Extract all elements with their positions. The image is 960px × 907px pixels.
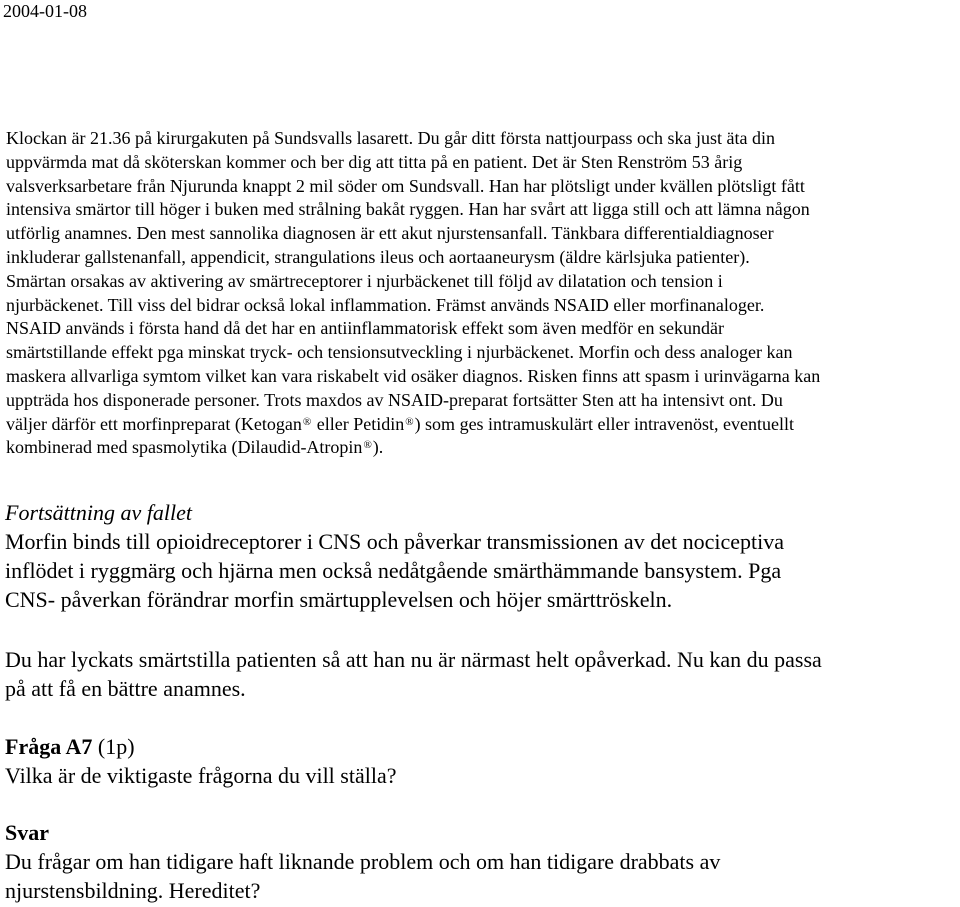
answer-text: Du frågar om han tidigare haft liknande problem och om han tidigare drabbats av njurstensbildning. Hereditet?	[5, 849, 721, 903]
question-text: Vilka är de viktigaste frågorna du vill ställa?	[5, 763, 397, 788]
case-intro-paragraph	[6, 127, 958, 460]
answer-section	[5, 818, 955, 905]
registered-trademark-icon: ®	[302, 415, 312, 428]
intro-text-1: Klockan är 21.36 på kirurgakuten på Sundsvalls lasarett. Du går ditt första nattjourpass och ska just äta din uppvärmda mat då sköterskan kommer och ber dig att titta på en patient. Det är Sten Renström 53 årig valsverksarbetare från Njurunda knappt 2 mil söder om Sundsvall. Han har plötsligt under kvällen plötsligt fått intensiva smärtor till höger i buken med strålning bakåt ryggen. Han har svårt att ligga still och att lämna någon utförlig anamnes. Den mest sannolika diagnosen är ett akut njurstensanfall. Tänkbara differentialdiagnoser inkluderar gallstenanfall, appendicit, strangulations ileus och aortaaneurysm (äldre kärlsjuka patienter). Smärtan orsakas av aktivering av smärtreceptorer i njurbäckenet till följd av dilatation och tension i njurbäckenet. Till viss del bidrar också lokal inflammation. Främst används NSAID eller morfinanaloger. NSAID används i första hand då det har en antiinflammatorisk effekt som även medför en sekundär smärtstillande effekt pga minskat tryck- och tensionsutveckling i njurbäckenet. Morfin och dess analoger kan maskera allvarliga symtom vilket kan vara riskabelt vid osäker diagnos. Risken finns att spasm i urinvägarna kan uppträda hos disponerade personer. Trots maxdos av NSAID-preparat fortsätter Sten att ha intensivt ont. Du väljer därför ett morfinpreparat (Ketogan	[6, 128, 821, 434]
fortsattning-section	[5, 498, 955, 614]
intro-text-2: eller Petidin	[312, 413, 405, 434]
page-date: 2004-01-08	[3, 1, 87, 21]
fortsattning-heading: Fortsättning av fallet	[5, 500, 192, 525]
registered-trademark-icon: ®	[363, 439, 372, 452]
answer-label: Svar	[5, 820, 49, 845]
fortsattning-text: Morfin binds till opioidreceptorer i CNS och påverkar transmissionen av det nociceptiva inflödet i ryggmärg och hjärna men också nedåtgående smärthämmande bansystem. Pga CNS- påverkan förändrar morfin smärtupplevelsen och höjer smärttröskeln.	[5, 529, 784, 612]
registered-trademark-icon: ®	[405, 415, 414, 428]
paragraph-smartstillning: Du har lyckats smärtstilla patienten så att han nu är närmast helt opåverkad. Nu kan du passa på att få en bättre anamnes.	[5, 647, 822, 701]
question-section	[5, 732, 955, 790]
intro-text-4: ).	[372, 437, 384, 458]
intro-text-3: ) som ges intramuskulärt eller intravenöst, eventuellt kombinerad med spasmolytika (Dilaudid-Atropin	[6, 413, 794, 458]
question-points: (1p)	[92, 734, 135, 759]
question-label: Fråga A7	[5, 734, 93, 759]
